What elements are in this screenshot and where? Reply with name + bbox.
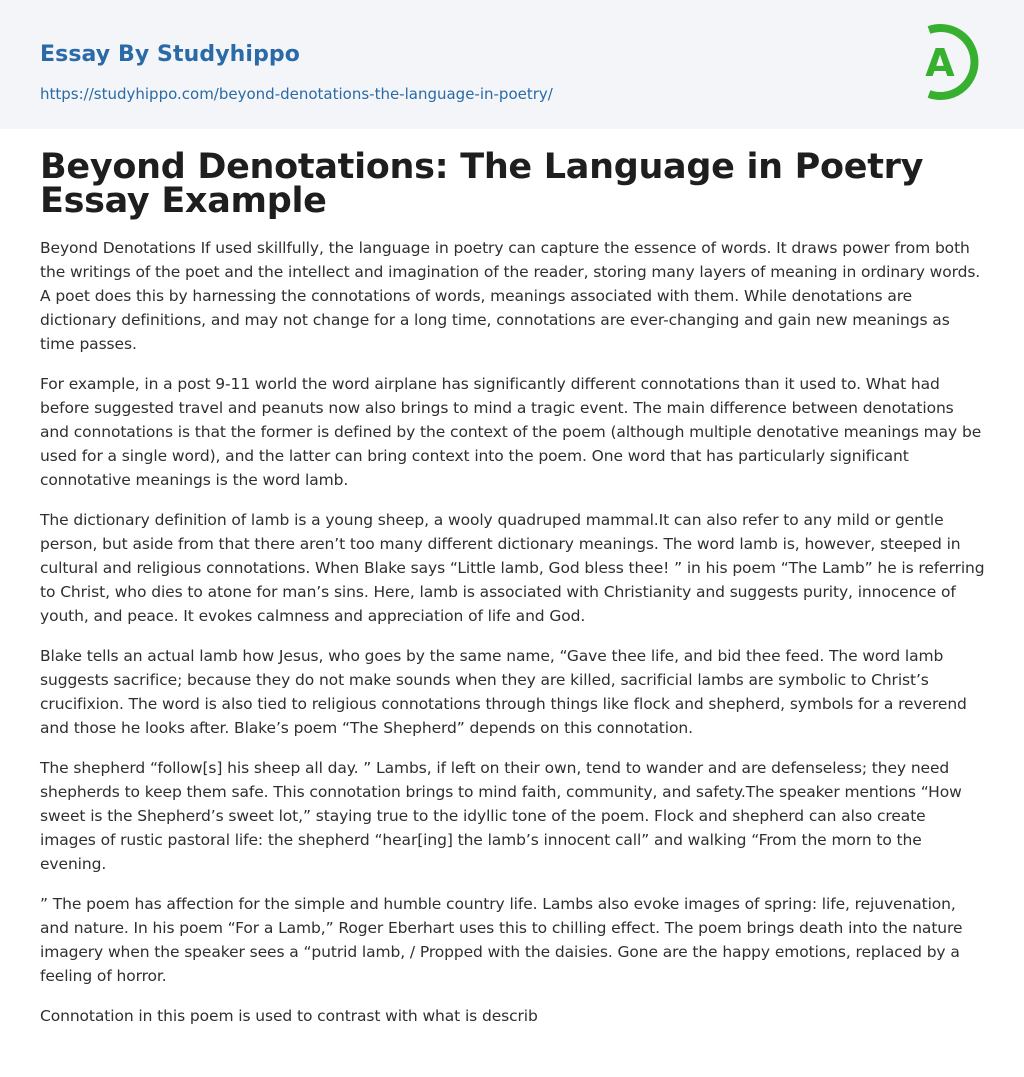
- article-url-link[interactable]: https://studyhippo.com/beyond-denotations-the-language-in-poetry/: [40, 85, 553, 103]
- article-paragraph: ” The poem has affection for the simple and humble country life. Lambs also evoke images of spring: life, rejuvenation, and nature. In his poem “For a Lamb,” Roger Eberhart uses this to chilling effect. The poem brings death into the nature imagery when the speaker sees a “putrid lamb, / Propped with the daisies. Gone are the happy emotions, replaced by a feeling of horror.: [40, 895, 963, 985]
- article-paragraph: The dictionary definition of lamb is a young sheep, a wooly quadruped mammal.It can also refer to any mild or gentle person, but aside from that there aren’t too many different dictionary meanings. The word lamb is, however, steeped in cultural and religious connotations. When Blake says “Little lamb, God bless thee! ” in his poem “The Lamb” he is referring to Christ, who dies to atone for man’s sins. Here, lamb is associated with Christianity and suggests purity, innocence of youth, and peace. It evokes calmness and appreciation of life and God.: [40, 511, 985, 625]
- site-header: [0, 0, 1024, 129]
- site-brand[interactable]: Essay By Studyhippo: [40, 42, 300, 67]
- article-paragraph: The shepherd “follow[s] his sheep all day. ” Lambs, if left on their own, tend to wander and are defenseless; they need shepherds to keep them safe. This connotation brings to mind faith, community, and safety.The speaker mentions “How sweet is the Shepherd’s sweet lot,” staying true to the idyllic tone of the poem. Flock and shepherd can also create images of rustic pastoral life: the shepherd “hear[ing] the lamb’s innocent call” and walking “From the morn to the evening.: [40, 759, 962, 873]
- article-paragraph: Beyond Denotations If used skillfully, the language in poetry can capture the essence of words. It draws power from both the writings of the poet and the intellect and imagination of the reader, storing many layers of meaning in ordinary words. A poet does this by harnessing the connotations of words, meanings associated with them. While denotations are dictionary definitions, and may not change for a long time, connotations are ever-changing and gain new meanings as time passes.: [40, 239, 981, 353]
- article-title: Beyond Denotations: The Language in Poetry Essay Example: [40, 147, 924, 221]
- article-paragraph: For example, in a post 9-11 world the word airplane has significantly different connotations than it used to. What had before suggested travel and peanuts now also brings to mind a tragic event. The main difference between denotations and connotations is that the former is defined by the context of the poem (although multiple denotative meanings may be used for a single word), and the latter can bring context into the poem. One word that has particularly significant connotative meanings is the word lamb.: [40, 375, 982, 489]
- article-paragraph: Connotation in this poem is used to contrast with what is describ: [40, 1007, 538, 1025]
- studyhippo-logo-icon[interactable]: [912, 18, 988, 106]
- logo-letter: A: [925, 41, 955, 85]
- article-content: [40, 147, 985, 1044]
- article-paragraph: Blake tells an actual lamb how Jesus, who goes by the same name, “Gave thee life, and bid thee feed. The word lamb suggests sacrifice; because they do not make sounds when they are killed, sacrificial lambs are symbolic to Christ’s crucifixion. The word is also tied to religious connotations through things like flock and shepherd, symbols for a reverend and those he looks after. Blake’s poem “The Shepherd” depends on this connotation.: [40, 647, 967, 737]
